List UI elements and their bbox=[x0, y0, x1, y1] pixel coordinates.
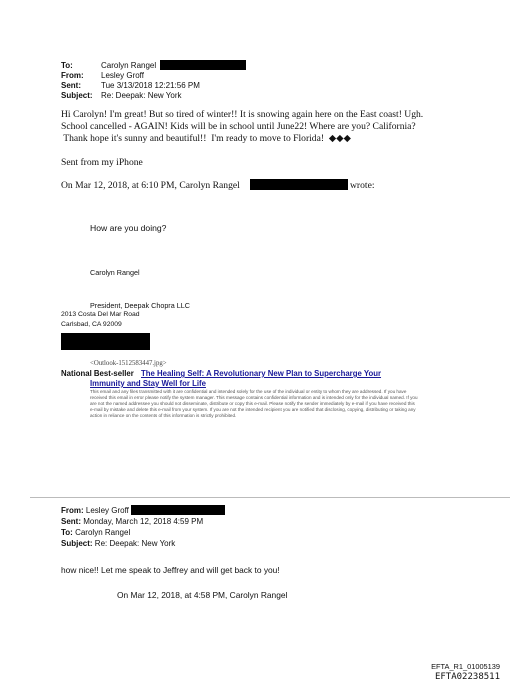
bestseller-label: National Best-seller bbox=[61, 369, 134, 378]
sent-label: Sent: bbox=[61, 81, 81, 90]
subject-label: Subject: bbox=[61, 91, 93, 100]
from-label: From: bbox=[61, 506, 84, 515]
redaction-bar bbox=[160, 60, 246, 70]
document-id-1: EFTA_R1_01005139 bbox=[431, 662, 500, 671]
redaction-bar bbox=[61, 333, 150, 350]
quoted-name: Carolyn Rangel bbox=[90, 268, 140, 277]
document-id-2: EFTA02238511 bbox=[434, 672, 500, 682]
sent-label: Sent: bbox=[61, 517, 81, 526]
book-link-line-1[interactable]: The Healing Self: A Revolutionary New Plan to Supercharge Your bbox=[141, 369, 382, 378]
header2-from bbox=[61, 506, 129, 515]
image-placeholder: <Outlook-1512583447.jpg> bbox=[90, 360, 167, 367]
to-value: Carolyn Rangel bbox=[75, 528, 131, 537]
divider bbox=[30, 497, 510, 498]
message-line-1: Hi Carolyn! I'm great! But so tired of winter!! It is snowing again here on the East coast! Ugh. bbox=[61, 109, 424, 120]
subject-value: Re: Deepak: New York bbox=[94, 539, 176, 548]
subject-label: Subject: bbox=[61, 539, 93, 548]
quote-intro-end: wrote: bbox=[350, 180, 375, 191]
message2-quote-intro: On Mar 12, 2018, at 4:58 PM, Carolyn Rangel bbox=[117, 590, 288, 600]
redaction-bar bbox=[250, 179, 348, 190]
sent-value: Tue 3/13/2018 12:21:56 PM bbox=[101, 81, 200, 90]
redaction-bar bbox=[131, 505, 225, 515]
header2-sent bbox=[61, 517, 203, 526]
address-line-2: Carlsbad, CA 92009 bbox=[61, 321, 122, 328]
header2-to bbox=[61, 528, 130, 537]
from-value: Lesley Groff bbox=[101, 71, 144, 80]
address-line-1: 2013 Costa Del Mar Road bbox=[61, 311, 140, 318]
confidentiality-disclaimer: This email and any files transmitted with it are confidential and intended solely for the use of the individual or entity to whom they are addressed. If you have received this email in error please notify the system manager. This message contains confidential information and is intended only for the individual named. If you are not the named addressee you should not disseminate, distribute or copy this e-mail. Please notify the sender immediately by e-mail if you have received this e-mail by mistake and delete this e-mail from your system. If you are not the intended recipient you are notified that disclosing, copying, distributing or taking any action in reliance on the contents of this information is strictly prohibited. bbox=[90, 389, 418, 419]
quoted-question: How are you doing? bbox=[90, 223, 167, 233]
signature: Sent from my iPhone bbox=[61, 157, 143, 168]
sent-value: Monday, March 12, 2018 4:59 PM bbox=[83, 517, 204, 526]
to-value: Carolyn Rangel bbox=[101, 61, 157, 70]
header2-subject bbox=[61, 539, 175, 548]
message-line-3: Thank hope it's sunny and beautiful!! I'm ready to move to Florida! ◆◆◆ bbox=[61, 133, 351, 144]
from-label: From: bbox=[61, 71, 84, 80]
quote-intro: On Mar 12, 2018, at 6:10 PM, Carolyn Rangel bbox=[61, 180, 240, 191]
from-value: Lesley Groff bbox=[85, 506, 129, 515]
subject-value: Re: Deepak: New York bbox=[101, 91, 182, 100]
quoted-title: President, Deepak Chopra LLC bbox=[90, 301, 190, 310]
to-label: To: bbox=[61, 528, 73, 537]
message-line-2: School cancelled - AGAIN! Kids will be in school until June22! Where are you? California? bbox=[61, 121, 416, 132]
to-label: To: bbox=[61, 61, 73, 70]
message2-text: how nice!! Let me speak to Jeffrey and will get back to you! bbox=[61, 565, 280, 575]
book-link-line-2[interactable]: Immunity and Stay Well for Life bbox=[90, 379, 206, 388]
